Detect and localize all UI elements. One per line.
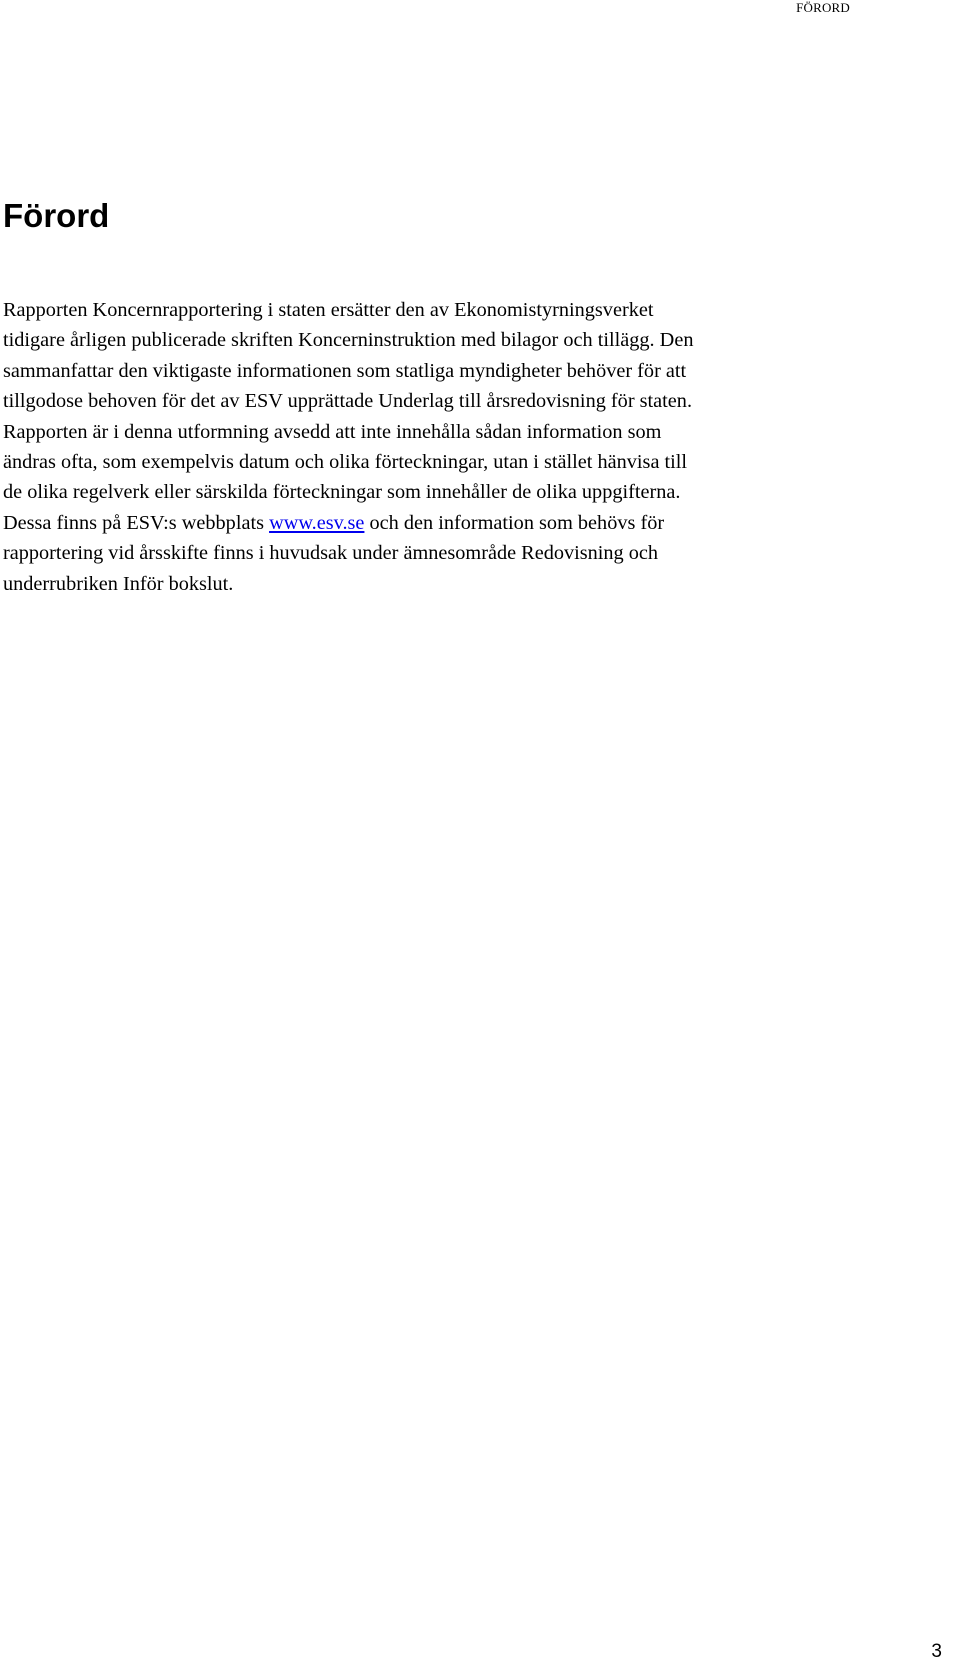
page-number: 3 <box>931 1641 942 1662</box>
link-suffix-text: och den information som behövs för <box>364 511 665 534</box>
paragraph-line: Rapporten är i denna utformning avsedd att inte innehålla sådan information som <box>3 420 662 443</box>
paragraph-line: underrubriken Inför bokslut. <box>3 572 234 595</box>
paragraph-line: tidigare årligen publicerade skriften Koncerninstruktion med bilagor och tillägg. Den <box>3 329 694 352</box>
paragraph-line: Rapporten Koncernrapportering i staten ersätter den av Ekonomistyrningsverket <box>3 299 654 321</box>
page-title: Förord <box>3 197 110 234</box>
paragraph-line: tillgodose behoven för det av ESV upprättade Underlag till årsredovisning för staten. <box>3 390 693 413</box>
paragraph-line: de olika regelverk eller särskilda förteckningar som innehåller de olika uppgifterna. <box>3 481 681 504</box>
foreword-paragraph <box>3 295 803 599</box>
paragraph-line: sammanfattar den viktigaste informationen som statliga myndigheter behöver för att <box>3 359 687 382</box>
paragraph-line: ändras ofta, som exempelvis datum och olika förteckningar, utan i stället hänvisa till <box>3 451 688 474</box>
link-prefix-text: Dessa finns på ESV:s webbplats <box>3 511 270 534</box>
running-header: FÖRORD <box>796 0 850 15</box>
esv-website-link[interactable]: www.esv.se <box>269 511 365 534</box>
paragraph-line-with-link <box>3 508 803 538</box>
paragraph-line: rapportering vid årsskifte finns i huvudsak under ämnesområde Redovisning och <box>3 542 659 565</box>
